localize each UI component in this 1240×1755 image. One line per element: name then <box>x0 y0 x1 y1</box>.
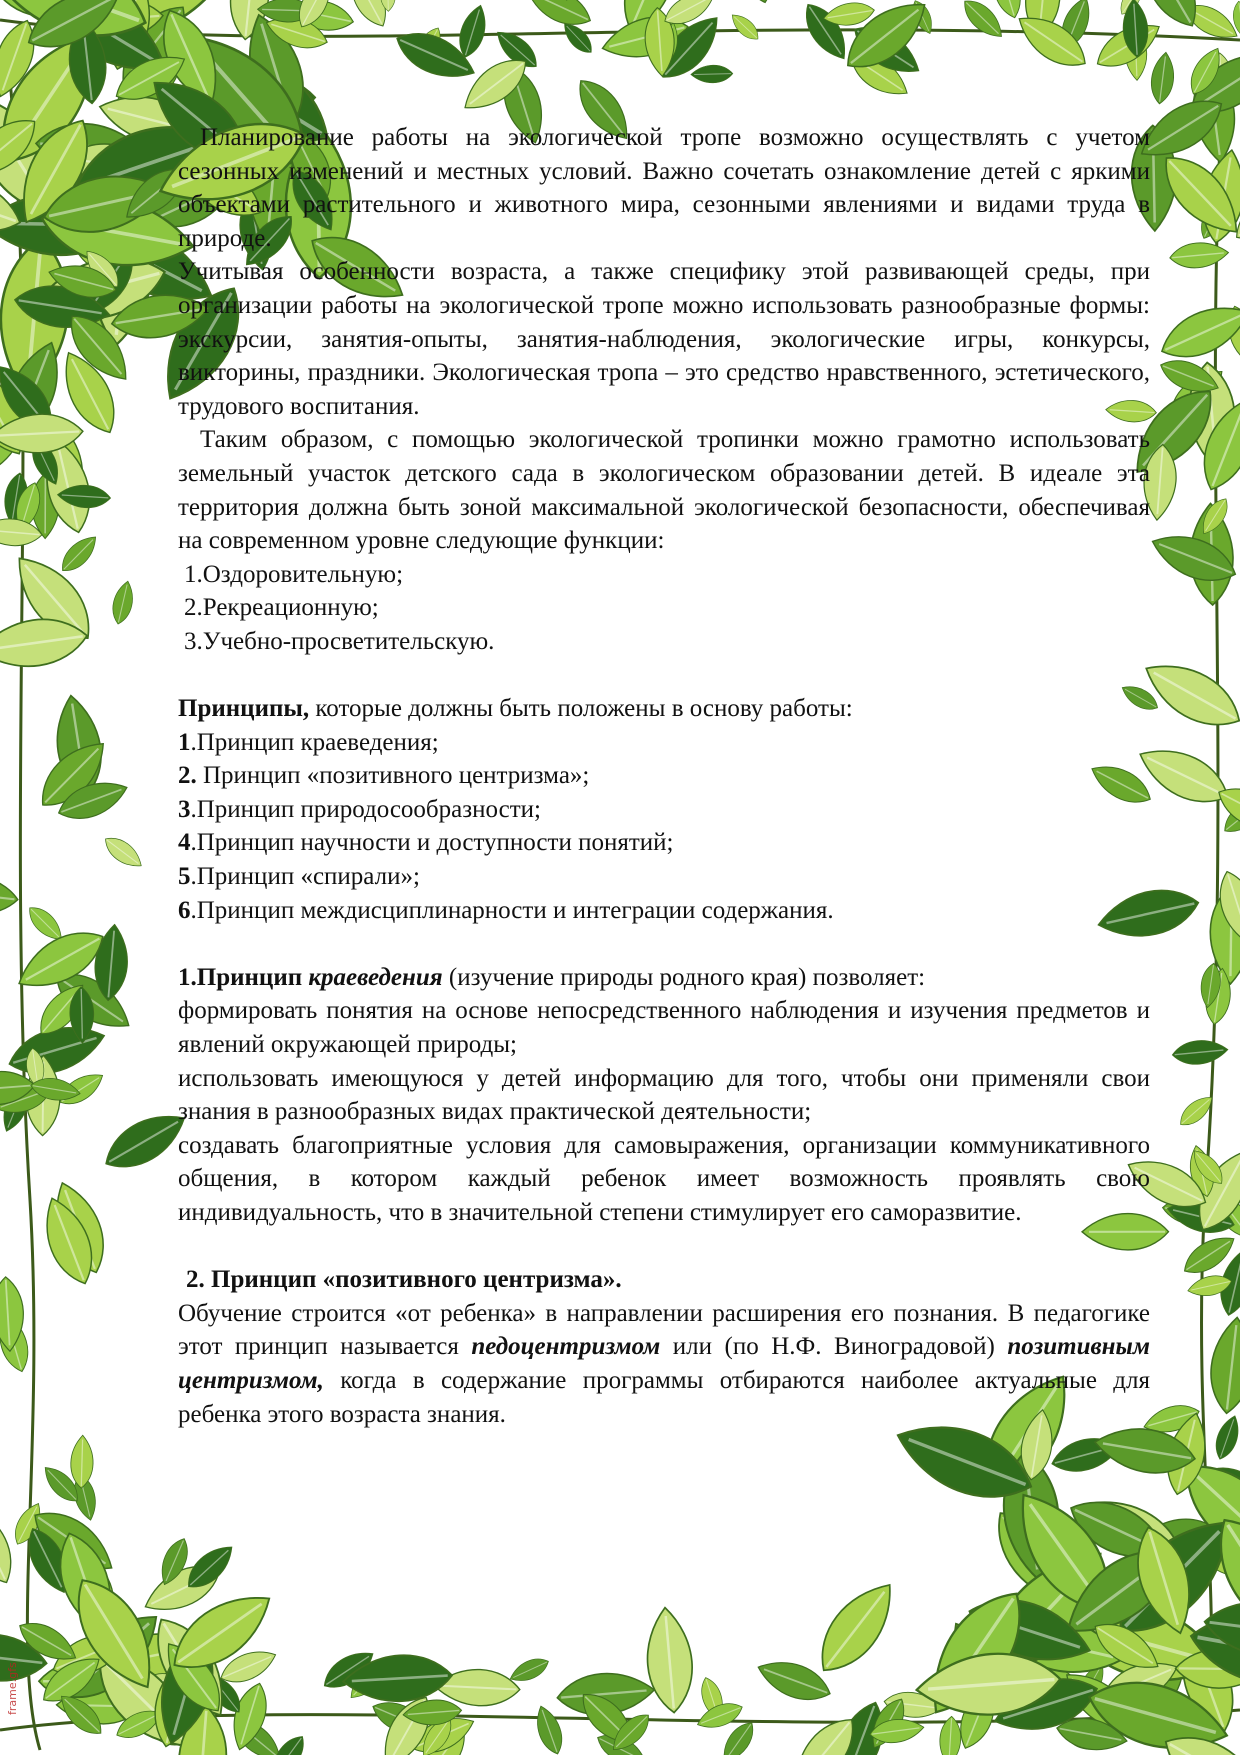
principle-number: 4 <box>178 829 191 857</box>
leaf-shape <box>806 1571 908 1684</box>
leaf-shape <box>1169 240 1230 270</box>
function-item: 3.Учебно-просветительскую. <box>184 627 495 655</box>
function-item: 2.Рекреационную; <box>184 594 379 622</box>
function-item: 1.Оздоровительную; <box>184 560 404 588</box>
principle-number: 5 <box>178 863 191 891</box>
principle-number: 6 <box>178 896 191 924</box>
principle-text: .Принцип междисциплинарности и интеграции содержания. <box>190 896 834 924</box>
watermark-text: frame.gfs <box>6 1662 19 1715</box>
section1-item: формировать понятия на основе непосредственного наблюдения и изучения предметов и явлений окружающей природы; <box>178 997 1150 1059</box>
principle-item <box>178 726 1150 760</box>
leaf-shape <box>531 1703 568 1755</box>
section1-heading-rest: (изучение природы родного края) позволяет: <box>442 963 926 991</box>
spacer <box>178 659 1150 693</box>
section2-heading <box>178 1263 1150 1297</box>
principles-intro-bold: Принципы, <box>178 695 310 723</box>
principle-number: 2. <box>178 762 197 790</box>
section2-term-positive-centrism: позитивным центризмом, <box>178 1333 1150 1394</box>
section1-heading-term: краеведения <box>308 963 443 991</box>
paragraph-planning: Планирование работы на экологической тропе возможно осуществлять с учетом сезонных изменений и местных условий. Важно сочетать ознакомление детей с яркими объектами растительного и животного мира, сезонными явлениями и видами труда в природе. <box>178 124 1150 252</box>
section2-term-pedocentrism: педоцентризмом <box>471 1333 661 1361</box>
section2-paragraph <box>178 1297 1150 1431</box>
principle-number: 3 <box>178 795 191 823</box>
principle-item <box>178 759 1150 793</box>
leaf-shape <box>522 0 597 34</box>
leaf-shape <box>1149 51 1177 105</box>
principle-item <box>178 793 1150 827</box>
section2-text-c: когда в содержание программы отбираются наиболее актуальные для ребенка этого возраста знания. <box>178 1366 1150 1428</box>
leaf-shape <box>1206 1315 1240 1415</box>
leaf-shape <box>1154 294 1240 370</box>
principle-text: .Принцип научности и доступности понятий; <box>190 829 674 857</box>
document-body <box>178 121 1150 1431</box>
leaf-shape <box>56 530 103 577</box>
principles-intro-text: которые должны быть положены в основу работы: <box>309 695 853 723</box>
leaf-shape <box>691 65 733 84</box>
principle-item <box>178 826 1150 860</box>
principle-number: 1 <box>178 728 191 756</box>
section1-item: создавать благоприятные условия для самовыражения, организации коммуникативного общения, в котором каждый ребенок имеет возможность проявлять свою индивидуальность, что в значительной степени стимулирует его саморазвитие. <box>178 1131 1150 1226</box>
leaf-shape <box>1171 1038 1229 1067</box>
paragraph-conclusion: Таким образом, с помощью экологической тропинки можно грамотно использовать земельный участок детского сада в экологическом образовании детей. В идеале эта территория должна быть зоной максимальной экологической безопасности, обеспечивая на современном уровне следующие функции: <box>178 426 1150 555</box>
paragraph-age-features: Учитывая особенности возраста, а также специфику этой развивающей среды, при организации работы на экологической тропе можно использовать разнообразные формы: экскурсии, занятия-опыты, занятия-наблюдения, экологические игры, конкурсы, викторины, праздники. Экологическая тропа – это средство нравственного, эстетического, трудового воспитания. <box>178 258 1150 420</box>
principle-item <box>178 894 1150 928</box>
leaf-shape <box>109 579 137 626</box>
section1-item: использовать имеющуюся у детей информацию для того, чтобы они применяли свои знания в разнообразных видах практической деятельности; <box>178 1064 1150 1126</box>
leaf-shape <box>643 1606 696 1715</box>
section2-text-b: или (по Н.Ф. Виноградовой) <box>660 1333 1008 1361</box>
leaf-shape <box>1211 1413 1240 1463</box>
leaf-shape <box>100 831 147 873</box>
spacer <box>178 927 1150 961</box>
spacer <box>178 1230 1150 1264</box>
principle-text: Принцип «позитивного центризма»; <box>196 762 590 790</box>
leaf-shape <box>727 10 763 45</box>
section1-heading-bold: 1.Принцип <box>178 963 309 991</box>
principle-item <box>178 860 1150 894</box>
leaf-shape <box>731 0 780 7</box>
section2-text-a: Обучение строится «от ребенка» в направлении расширения его познания. В педагогике этот принцип называется <box>178 1299 1150 1361</box>
leaf-shape <box>70 1435 94 1489</box>
leaf-shape <box>0 872 20 917</box>
leaf-shape <box>1135 649 1240 740</box>
principle-text: .Принцип природосообразности; <box>190 795 541 823</box>
principle-text: .Принцип «спирали»; <box>190 863 420 891</box>
section1-heading <box>178 961 1150 995</box>
principles-intro <box>178 692 1150 726</box>
section2-heading-text: 2. Принцип «позитивного центризма». <box>186 1266 622 1294</box>
principle-text: .Принцип краеведения; <box>190 728 439 756</box>
